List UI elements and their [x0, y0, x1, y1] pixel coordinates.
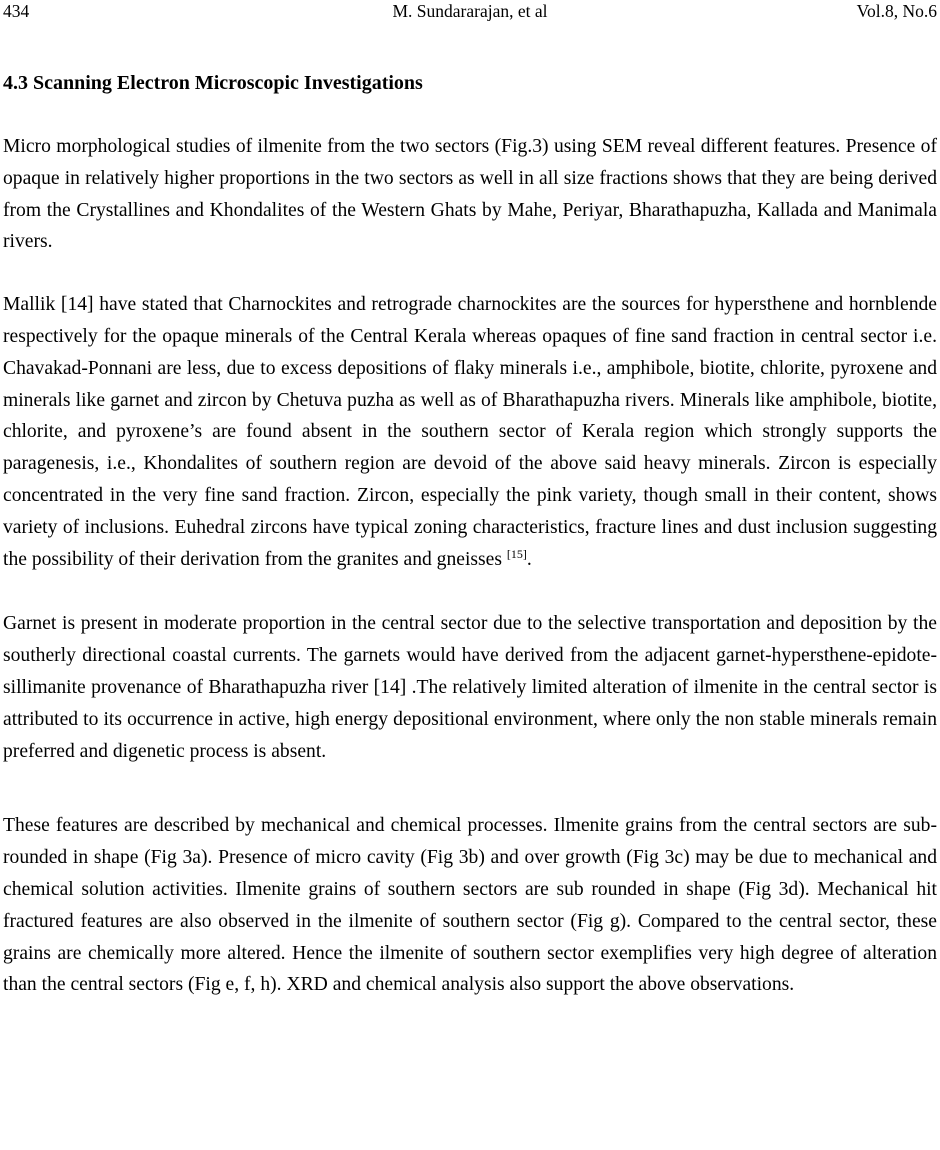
article-body: [3, 69, 937, 1001]
paragraph-garnet: Garnet is present in moderate proportion in the central sector due to the selective transportation and deposition by the southerly directional coastal currents. The garnets would have derived from the adjacent garnet-hypersthene-epidote-sillimanite provenance of Bharathapuzha river [14] .The relatively limited alteration of ilmenite in the central sector is attributed to its occurrence in active, high energy depositional environment, where only the non stable minerals remain preferred and digenetic process is absent.: [3, 613, 937, 762]
paragraph-mineral-sources: [3, 289, 937, 575]
paragraph-processes: These features are described by mechanical and chemical processes. Ilmenite grains from the central sectors are sub-rounded in shape (Fig 3a). Presence of micro cavity (Fig 3b) and over growth (Fig 3c) may be due to mechanical and chemical solution activities. Ilmenite grains of southern sectors are sub rounded in shape (Fig 3d). Mechanical hit fractured features are also observed in the ilmenite of southern sector (Fig g). Compared to the central sector, these grains are chemically more altered. Hence the ilmenite of southern sector exemplifies very high degree of alteration than the central sectors (Fig e, f, h). XRD and chemical analysis also support the above observations.: [3, 815, 937, 996]
running-title: M. Sundararajan, et al: [392, 1, 548, 21]
sentence-end: .: [526, 548, 532, 570]
running-header: [3, 0, 937, 26]
paragraph-text: Mallik [14] have stated that Charnockites and retrograde charnockites are the sources for hypersthene and hornblende respectively for the opaque minerals of the Central Kerala whereas opaques of fine sand fraction in central sector i.e. Chavakad-Ponnani are less, due to excess depositions of flaky minerals i.e., amphibole, biotite, chlorite, pyroxene and minerals like garnet and zircon by Chetuva puzha as well as of Bharathapuzha rivers. Minerals like amphibole, biotite, chlorite, and pyroxene’s are found absent in the southern sector of Kerala region which strongly supports the paragenesis, i.e., Khondalites of southern region are devoid of the above said heavy minerals. Zircon is especially concentrated in the very fine sand fraction. Zircon, especially the pink variety, though small in their content, shows variety of inclusions. Euhedral zircons have typical zoning characteristics, fracture lines and dust inclusion suggesting the possibility of their derivation from the granites and gneisses: [3, 294, 937, 570]
section-heading: 4.3 Scanning Electron Microscopic Investigations: [3, 72, 423, 94]
volume-issue: Vol.8, No.6: [856, 1, 937, 21]
page-number: 434: [3, 1, 30, 21]
paragraph-sem-overview: Micro morphological studies of ilmenite from the two sectors (Fig.3) using SEM reveal different features. Presence of opaque in relatively higher proportions in the two sectors as well in all size fractions shows that they are being derived from the Crystallines and Khondalites of the Western Ghats by Mahe, Periyar, Bharathapuzha, Kallada and Manimala rivers.: [3, 136, 937, 253]
citation-superscript: [15]: [506, 546, 527, 561]
